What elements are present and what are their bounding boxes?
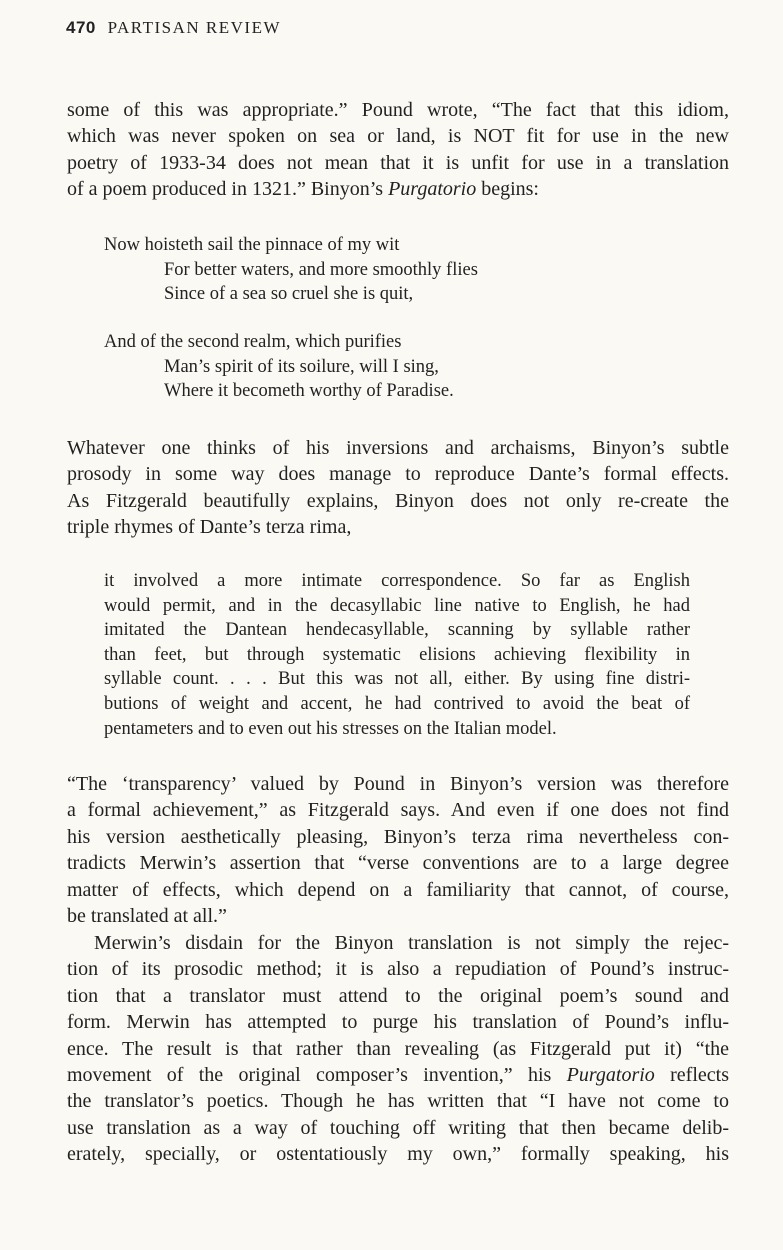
text-line: erately, specially, or ostentatiously my own,” formally speaking, his xyxy=(67,1143,729,1166)
text-line: tion of its prosodic method; it is also a repudiation of Pound’s instruc- xyxy=(67,958,729,981)
quote-line: imitated the Dantean hendecasyllable, scanning by syllable rather xyxy=(104,620,690,641)
text-line: the translator’s poetics. Though he has written that “I have not come to xyxy=(67,1090,729,1113)
page-number: 470 xyxy=(66,18,96,37)
text-line: triple rhymes of Dante’s terza rima, xyxy=(67,516,352,539)
quote-line: it involved a more intimate correspondence. So far as English xyxy=(104,571,690,591)
text-line: Merwin’s disdain for the Binyon translation is not simply the rejec- xyxy=(94,932,729,954)
text-line: movement of the original composer’s invention,” his Purgatorio reflects xyxy=(67,1064,729,1087)
text-line: “The ‘transparency’ valued by Pound in Binyon’s version was therefore xyxy=(67,773,729,795)
running-head xyxy=(66,18,281,38)
text-line: use translation as a way of touching off writing that then became delib- xyxy=(67,1116,729,1139)
paragraph-1 xyxy=(67,97,729,203)
verse-line: And of the second realm, which purifies xyxy=(104,332,402,352)
journal-title: PARTISAN REVIEW xyxy=(107,18,282,37)
quote-line: would permit, and in the decasyllabic line native to English, he had xyxy=(104,595,690,616)
text-line: Whatever one thinks of his inversions and archaisms, Binyon’s subtle xyxy=(67,437,729,459)
text-line: tradicts Merwin’s assertion that “verse conventions are to a large degree xyxy=(67,852,729,875)
paragraph-4 xyxy=(67,930,729,1168)
text-line: some of this was appropriate.” Pound wrote, “The fact that this idiom, xyxy=(67,99,729,121)
quote-line: butions of weight and accent, he had contrived to avoid the beat of xyxy=(104,693,690,714)
verse-line: Man’s spirit of its soilure, will I sing, xyxy=(164,356,439,377)
text-line: be translated at all.” xyxy=(67,905,227,928)
text-line: his version aesthetically pleasing, Binyon’s terza rima nevertheless con- xyxy=(67,825,729,848)
block-quote xyxy=(104,569,690,741)
text-line: prosody in some way does manage to reproduce Dante’s formal effects. xyxy=(67,463,729,486)
quote-line: than feet, but through systematic elisions achieving flexibility in xyxy=(104,644,690,665)
quote-line: syllable count. . . . But this was not all, either. By using fine distri- xyxy=(104,669,690,690)
italic-title: Purgatorio xyxy=(388,178,477,201)
quote-line: pentameters and to even out his stresses on the Italian model. xyxy=(104,718,557,739)
paragraph-3 xyxy=(67,771,729,929)
text-line: poetry of 1933-34 does not mean that it is unfit for use in a translation xyxy=(67,151,729,174)
verse-line: For better waters, and more smoothly flies xyxy=(164,259,478,280)
verse-stanza-1 xyxy=(104,233,478,307)
text-line: of a poem produced in 1321.” Binyon’s Purgatorio begins: xyxy=(67,178,539,201)
verse-stanza-2 xyxy=(104,330,454,404)
text-line: As Fitzgerald beautifully explains, Binyon does not only re-create the xyxy=(67,489,729,512)
verse-line: Where it becometh worthy of Paradise. xyxy=(164,381,454,401)
text-line: which was never spoken on sea or land, is NOT fit for use in the new xyxy=(67,125,729,148)
verse-line: Now hoisteth sail the pinnace of my wit xyxy=(104,235,400,255)
text-line: form. Merwin has attempted to purge his translation of Pound’s influ- xyxy=(67,1011,729,1034)
paragraph-2 xyxy=(67,435,729,541)
verse-line: Since of a sea so cruel she is quit, xyxy=(164,284,414,304)
text-line: ence. The result is that rather than revealing (as Fitzgerald put it) “the xyxy=(67,1037,729,1060)
text-line: a formal achievement,” as Fitzgerald says. And even if one does not find xyxy=(67,799,729,822)
text-line: tion that a translator must attend to the original poem’s sound and xyxy=(67,984,729,1007)
text-line: matter of effects, which depend on a familiarity that cannot, of course, xyxy=(67,878,729,901)
italic-title: Purgatorio xyxy=(566,1064,655,1087)
